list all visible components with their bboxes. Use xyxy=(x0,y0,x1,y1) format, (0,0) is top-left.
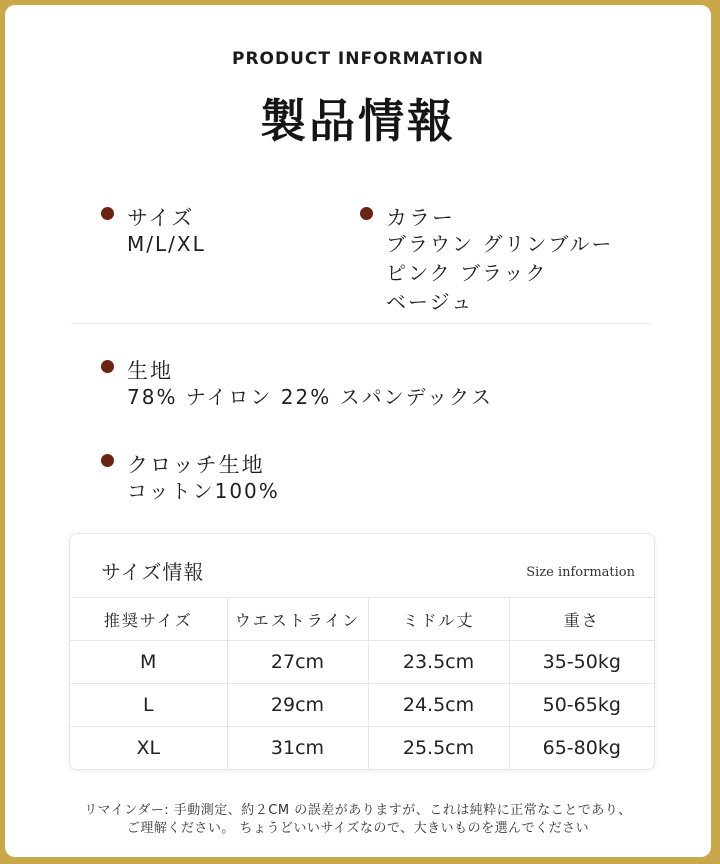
bullet-icon xyxy=(101,207,114,220)
spec-crotch-label: クロッチ生地 xyxy=(127,453,265,477)
bullet-icon xyxy=(101,360,114,373)
table-cell: 50-65kg xyxy=(509,684,654,727)
table-header-row xyxy=(70,598,654,641)
spec-size-value: M/L/XL xyxy=(127,232,206,256)
column-header: ウエストライン xyxy=(227,598,368,641)
divider xyxy=(71,323,651,324)
spec-color-value: ピンク ブラック xyxy=(386,261,548,285)
table-cell: XL xyxy=(70,727,227,770)
table-cell: 25.5cm xyxy=(368,727,509,770)
product-info-card xyxy=(5,5,711,857)
spec-color-value: ベージュ xyxy=(386,290,474,314)
table-cell: 24.5cm xyxy=(368,684,509,727)
table-cell: 27cm xyxy=(227,641,368,684)
table-cell: 35-50kg xyxy=(509,641,654,684)
table-cell: 65-80kg xyxy=(509,727,654,770)
spec-color-label: カラー xyxy=(386,206,455,230)
table-cell: 31cm xyxy=(227,727,368,770)
reminder-line: リマインダー: 手動測定、約２CM の誤差がありますが、これは純粋に正常なことであり、 xyxy=(84,803,632,818)
bullet-icon xyxy=(101,454,114,467)
spec-fabric-value: 78% ナイロン 22% スパンデックス xyxy=(127,385,493,409)
table-row xyxy=(70,684,654,727)
column-header: 重さ xyxy=(509,598,654,641)
table-row xyxy=(70,727,654,770)
size-table xyxy=(70,597,654,769)
spec-size-label: サイズ xyxy=(127,206,195,230)
table-cell: M xyxy=(70,641,227,684)
size-table-header xyxy=(70,534,654,598)
size-table-subtitle: Size information xyxy=(526,565,635,580)
table-row xyxy=(70,641,654,684)
size-table-card xyxy=(69,533,655,770)
column-header: 推奨サイズ xyxy=(70,598,227,641)
page-title: 製品情報 xyxy=(260,94,456,148)
reminder-note xyxy=(5,802,711,838)
table-cell: L xyxy=(70,684,227,727)
table-cell: 29cm xyxy=(227,684,368,727)
spec-crotch-value: コットン100% xyxy=(127,479,280,503)
size-table-title: サイズ情報 xyxy=(101,560,205,584)
column-header: ミドル丈 xyxy=(368,598,509,641)
table-cell: 23.5cm xyxy=(368,641,509,684)
section-eyebrow: PRODUCT INFORMATION xyxy=(232,49,484,69)
spec-fabric-label: 生地 xyxy=(127,359,173,383)
reminder-line: ご理解ください。 ちょうどいいサイズなので、大きいものを選んでください xyxy=(126,821,590,836)
bullet-icon xyxy=(360,207,373,220)
spec-color-value: ブラウン グリンブルー xyxy=(386,232,614,256)
